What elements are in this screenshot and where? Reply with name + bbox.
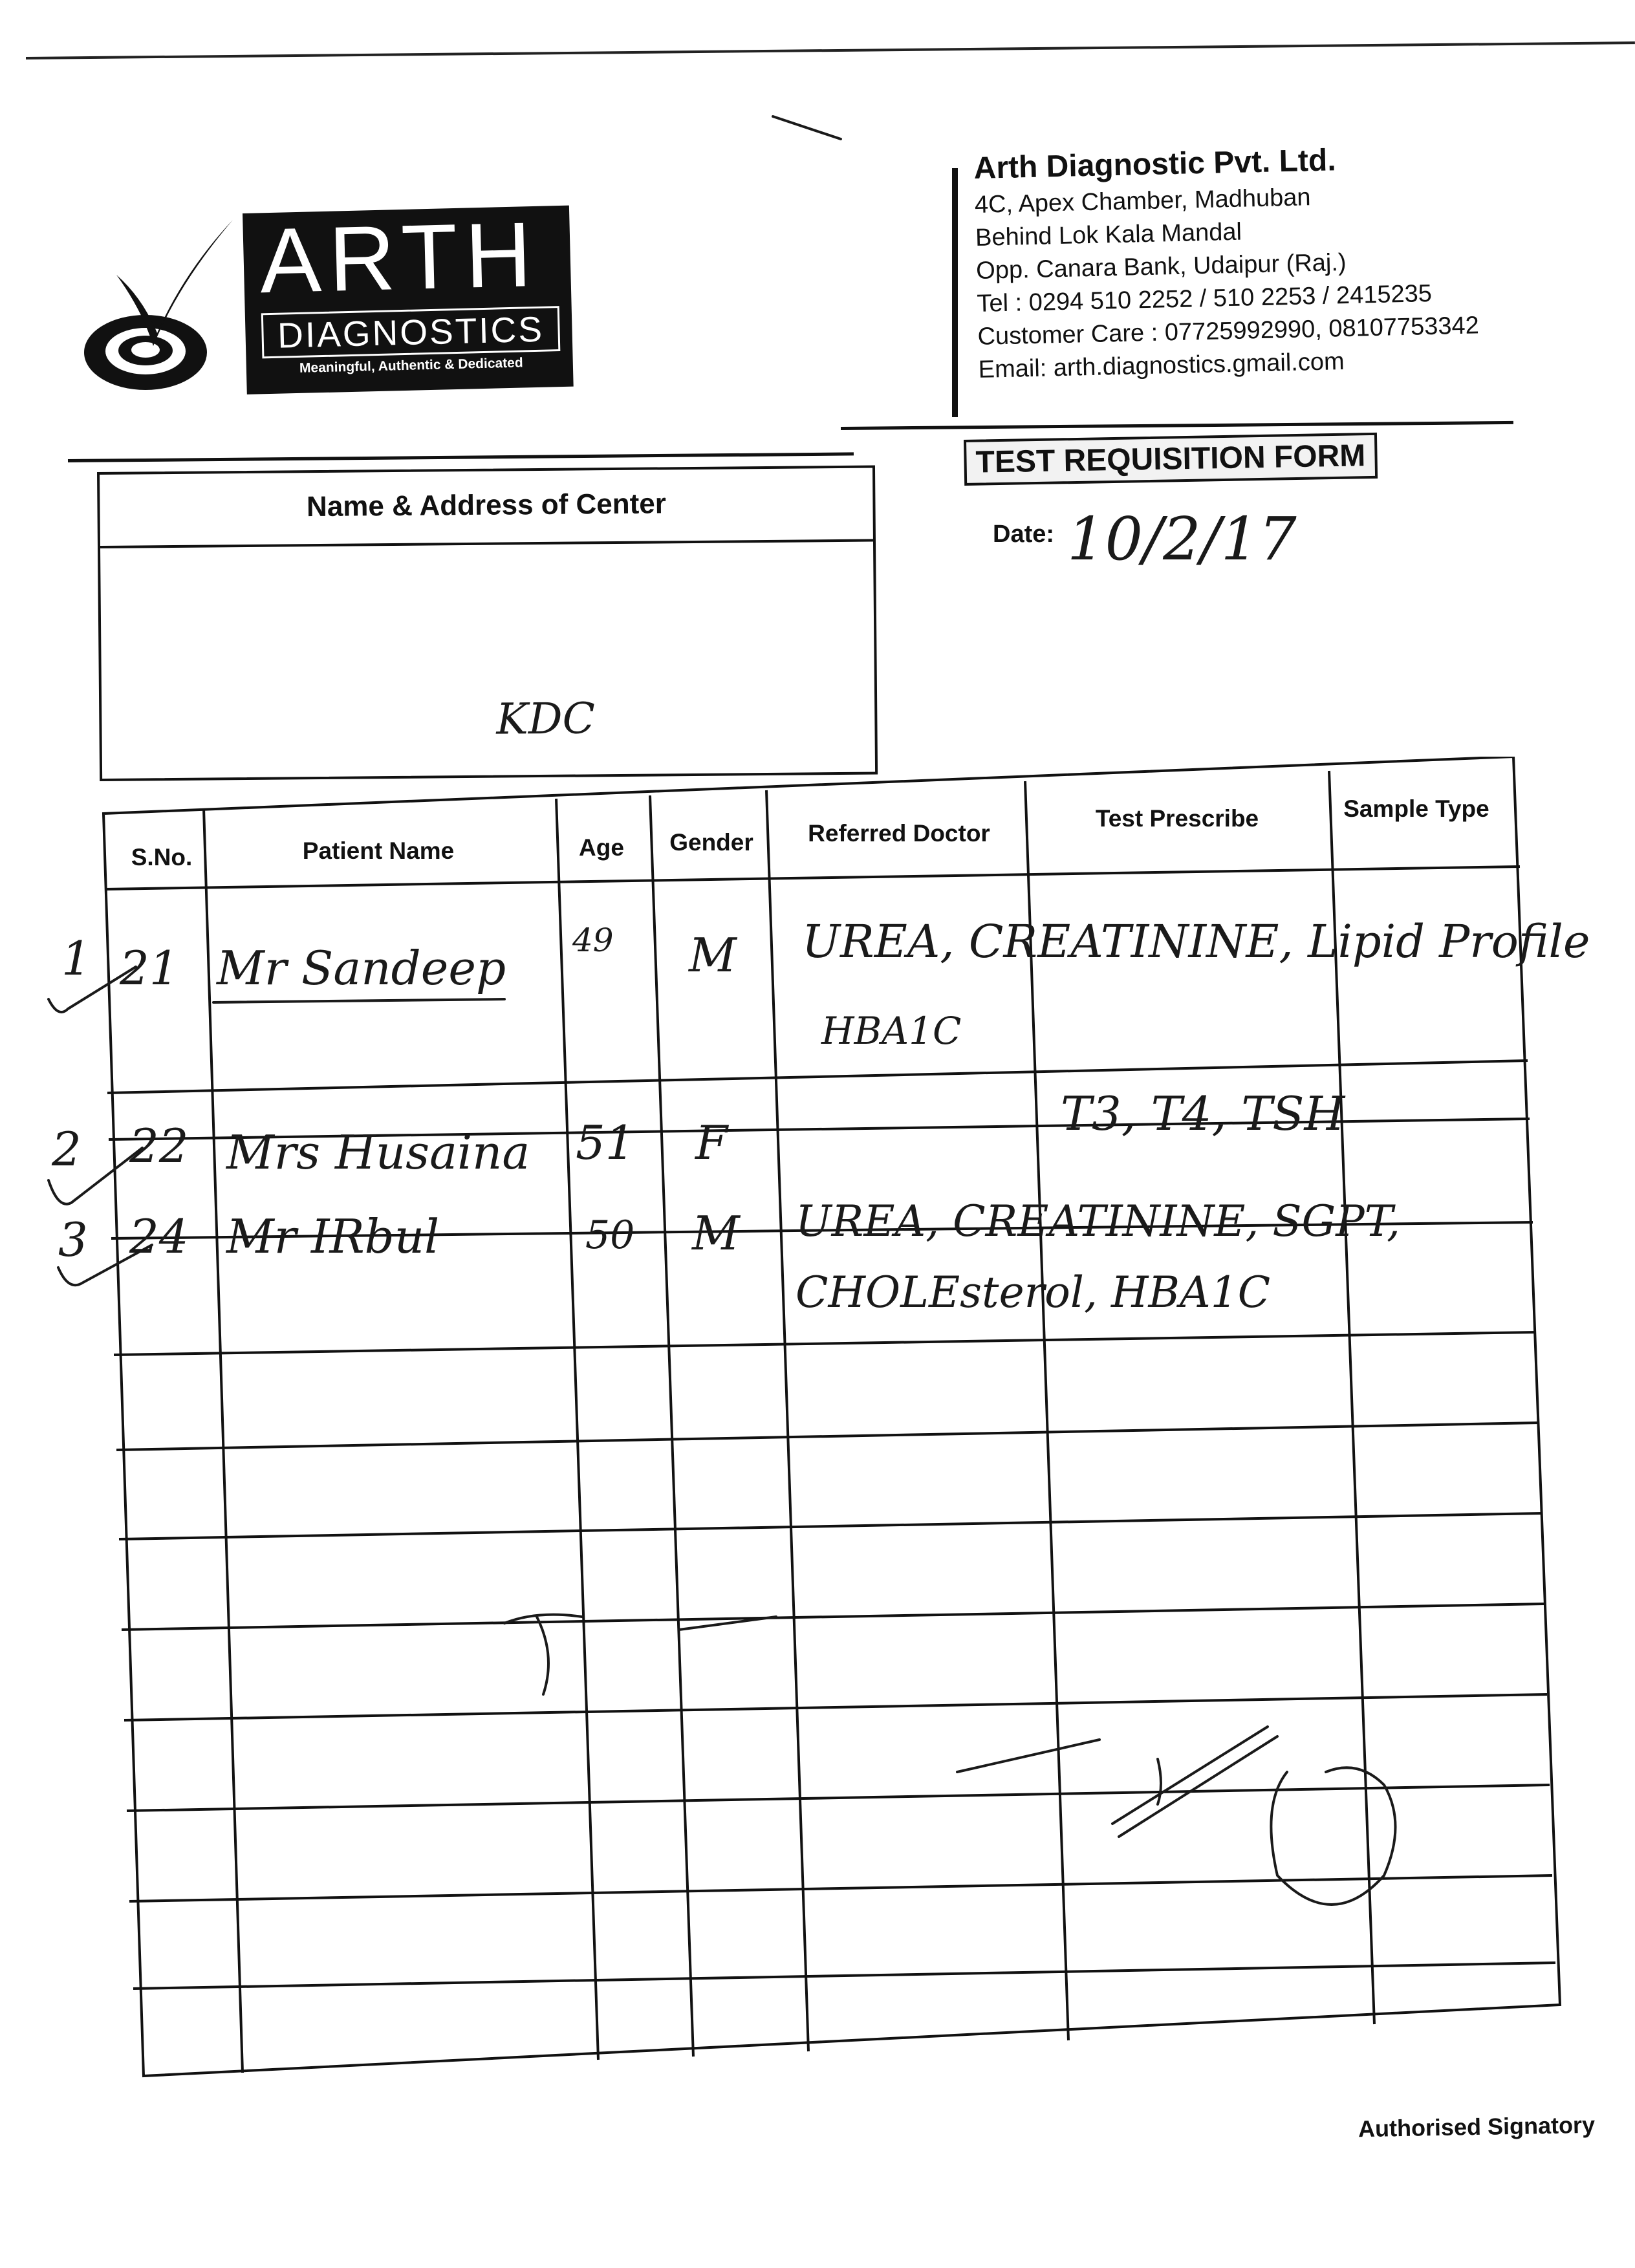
row-sno: 21 (120, 941, 179, 995)
logo-tagline: Meaningful, Authentic & Dedicated (299, 355, 523, 376)
row-patient-name: Mrs Husaina (226, 1125, 530, 1180)
col-header-age: Age (579, 834, 624, 861)
form-title: TEST REQUISITION FORM (964, 433, 1378, 486)
col-header-referred-doctor: Referred Doctor (808, 820, 990, 847)
row-gender: M (689, 928, 737, 982)
col-header-test-prescribe: Test Prescribe (1095, 805, 1259, 832)
row-tests: UREA, CREATININE, SGPT, (796, 1196, 1400, 1246)
authorised-signatory-label: Authorised Signatory (1358, 2111, 1596, 2143)
row-gender: F (695, 1116, 728, 1170)
row-mark: 1 (61, 931, 91, 986)
row-patient-name: Mr IRbul (226, 1209, 440, 1264)
row-mark: 3 (58, 1213, 88, 1267)
col-header-sample-type: Sample Type (1343, 795, 1489, 822)
address-phone: Tel : 0294 510 2252 / 510 2253 / 2415235 (976, 279, 1433, 318)
address-email: Email: arth.diagnostics.gmail.com (978, 348, 1345, 383)
logo-subtitle: DIAGNOSTICS (261, 306, 561, 358)
center-value: KDC (496, 693, 596, 744)
row-sno: 24 (129, 1209, 189, 1264)
center-label: Name & Address of Center (306, 488, 667, 523)
row-mark: 2 (52, 1122, 81, 1176)
row-age: 50 (585, 1213, 635, 1258)
address-customer-care: Customer Care : 07725992990, 08107753342 (977, 312, 1480, 351)
row-gender: M (692, 1206, 740, 1260)
row-age: 49 (572, 922, 614, 959)
col-header-gender: Gender (669, 829, 753, 856)
address-line: Opp. Canara Bank, Udaipur (Raj.) (975, 248, 1347, 285)
row-age: 51 (576, 1116, 635, 1170)
date-label: Date: (993, 521, 1055, 548)
address-line: 4C, Apex Chamber, Madhuban (974, 184, 1311, 219)
row-patient-name: Mr Sandeep (217, 941, 506, 995)
company-name: Arth Diagnostic Pvt. Ltd. (973, 143, 1337, 186)
address-line: Behind Lok Kala Mandal (975, 218, 1242, 252)
row-tests: T3, T4, TSH (1061, 1086, 1345, 1141)
row-tests-continued: HBA1C (821, 1009, 962, 1053)
row-tests-continued: CHOLEsterol, HBA1C (796, 1268, 1271, 1317)
col-header-sno: S.No. (131, 844, 193, 870)
col-header-patient-name: Patient Name (302, 837, 455, 864)
date-value: 10/2/17 (1067, 504, 1297, 574)
logo-name: ARTH (258, 202, 541, 313)
row-tests: UREA, CREATININE, Lipid Profile (802, 915, 1590, 968)
row-sno: 22 (129, 1119, 189, 1173)
